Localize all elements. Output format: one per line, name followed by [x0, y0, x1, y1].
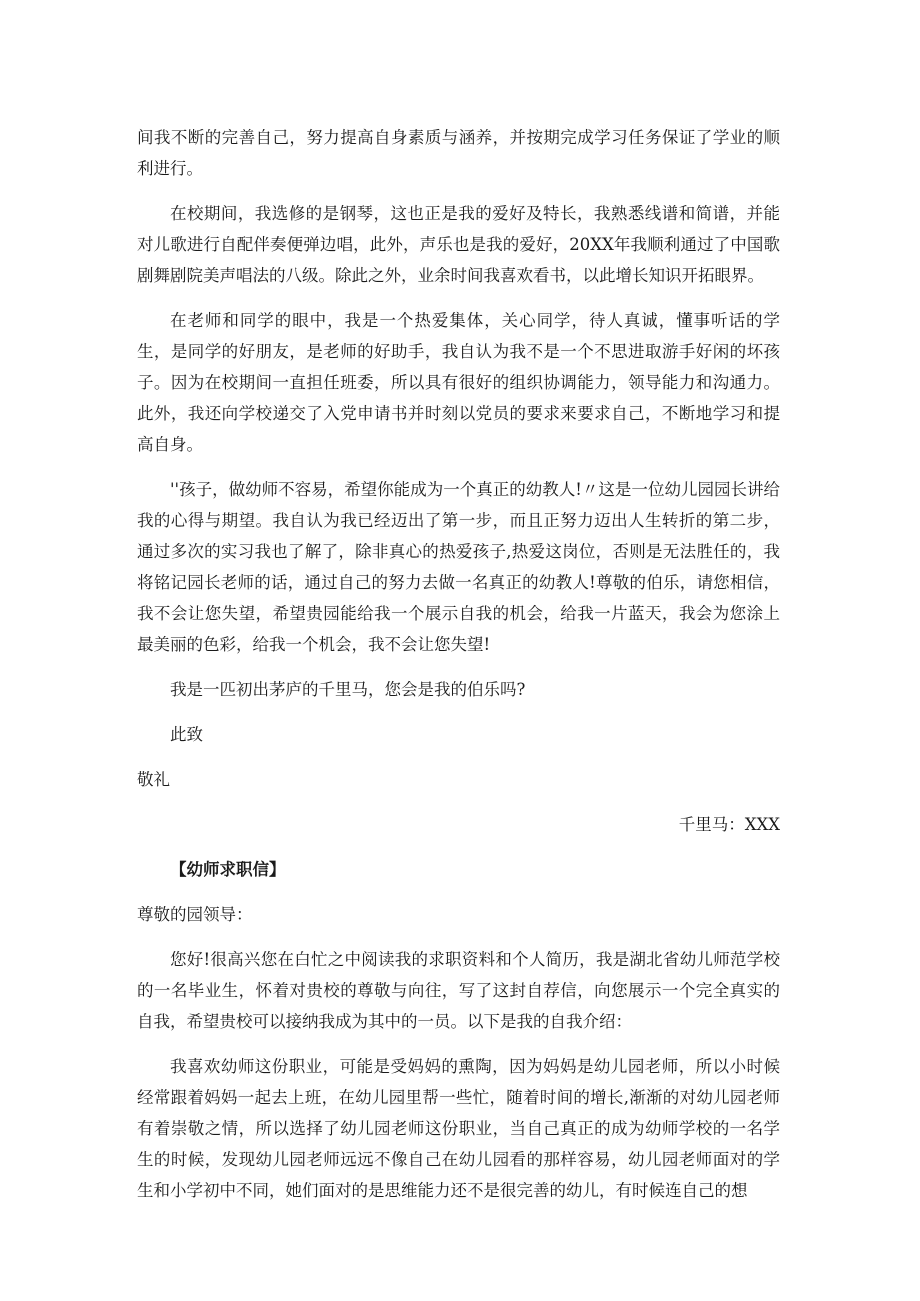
paragraph-career-choice: 我喜欢幼师这份职业，可能是受妈妈的熏陶，因为妈妈是幼儿园老师，所以小时候经常跟着妈妈一起去上班，在幼儿园里帮一些忙，随着时间的增长,渐渐的对幼儿园老师有着崇敬之情，所以选择了幼儿园老师这份职业，当自己真正的成为幼师学校的一名学生的时候，发现幼儿园老师远远不像自己在幼儿园看的那样容易，幼儿园老师面对的学生和小学初中不同，她们面对的是思维能力还不是很完善的幼儿，有时候连自己的想	[137, 1057, 780, 1200]
section-heading: 【幼师求职信】	[170, 860, 286, 879]
salutation: 尊敬的园领导：	[137, 905, 253, 924]
signature: 千里马：XXX	[678, 815, 780, 834]
paragraph-continuation: 间我不断的完善自己，努力提高自身素质与涵养，并按期完成学习任务保证了学业的顺利进行。	[137, 128, 780, 178]
paragraph-piano-hobby: 在校期间，我选修的是钢琴，这也正是我的爱好及特长，我熟悉线谱和简谱，并能对儿歌进行自配伴奏便弹边唱，此外，声乐也是我的爱好，20XX年我顺利通过了中国歌剧舞剧院美声唱法的八级。除此之外，业余时间我喜欢看书，以此增长知识开拓眼界。	[137, 204, 780, 285]
paragraph-question: 我是一匹初出茅庐的千里马，您会是我的伯乐吗?	[170, 680, 526, 699]
paragraph-kindergarten-quote: ''孩子，做幼师不容易，希望你能成为一个真正的幼教人!〃这是一位幼儿园园长讲给我的心得与期望。我自认为我已经迈出了第一步，而且正努力迈出人生转折的第二步，通过多次的实习我也了解了，除非真心的热爱孩子,热爱这岗位，否则是无法胜任的，我将铭记园长老师的话，通过自己的努力去做一名真正的幼教人!尊敬的伯乐，请您相信，我不会让您失望，希望贵园能给我一个展示自我的机会，给我一片蓝天，我会为您涂上最美丽的色彩，给我一个机会，我不会让您失望!	[137, 480, 780, 654]
paragraph-teacher-view: 在老师和同学的眼中，我是一个热爱集体，关心同学，待人真诚，懂事听话的学生，是同学的好朋友，是老师的好助手，我自认为我不是一个不思进取游手好闲的坏孩子。因为在校期间一直担任班委，所以具有很好的组织协调能力，领导能力和沟通力。此外，我还向学校递交了入党申请书并时刻以党员的要求来要求自己，不断地学习和提高自身。	[137, 311, 780, 454]
closing-cizhi: 此致	[170, 725, 203, 744]
paragraph-greeting: 您好!很高兴您在白忙之中阅读我的求职资料和个人简历，我是湖北省幼儿师范学校的一名毕业生，怀着对贵校的尊敬与向往，写了这封自荐信，向您展示一个完全真实的自我，希望贵校可以接纳我成为其中的一员。以下是我的自我介绍：	[137, 950, 780, 1031]
document-body	[137, 122, 780, 1220]
closing-jingli: 敬礼	[137, 770, 170, 789]
